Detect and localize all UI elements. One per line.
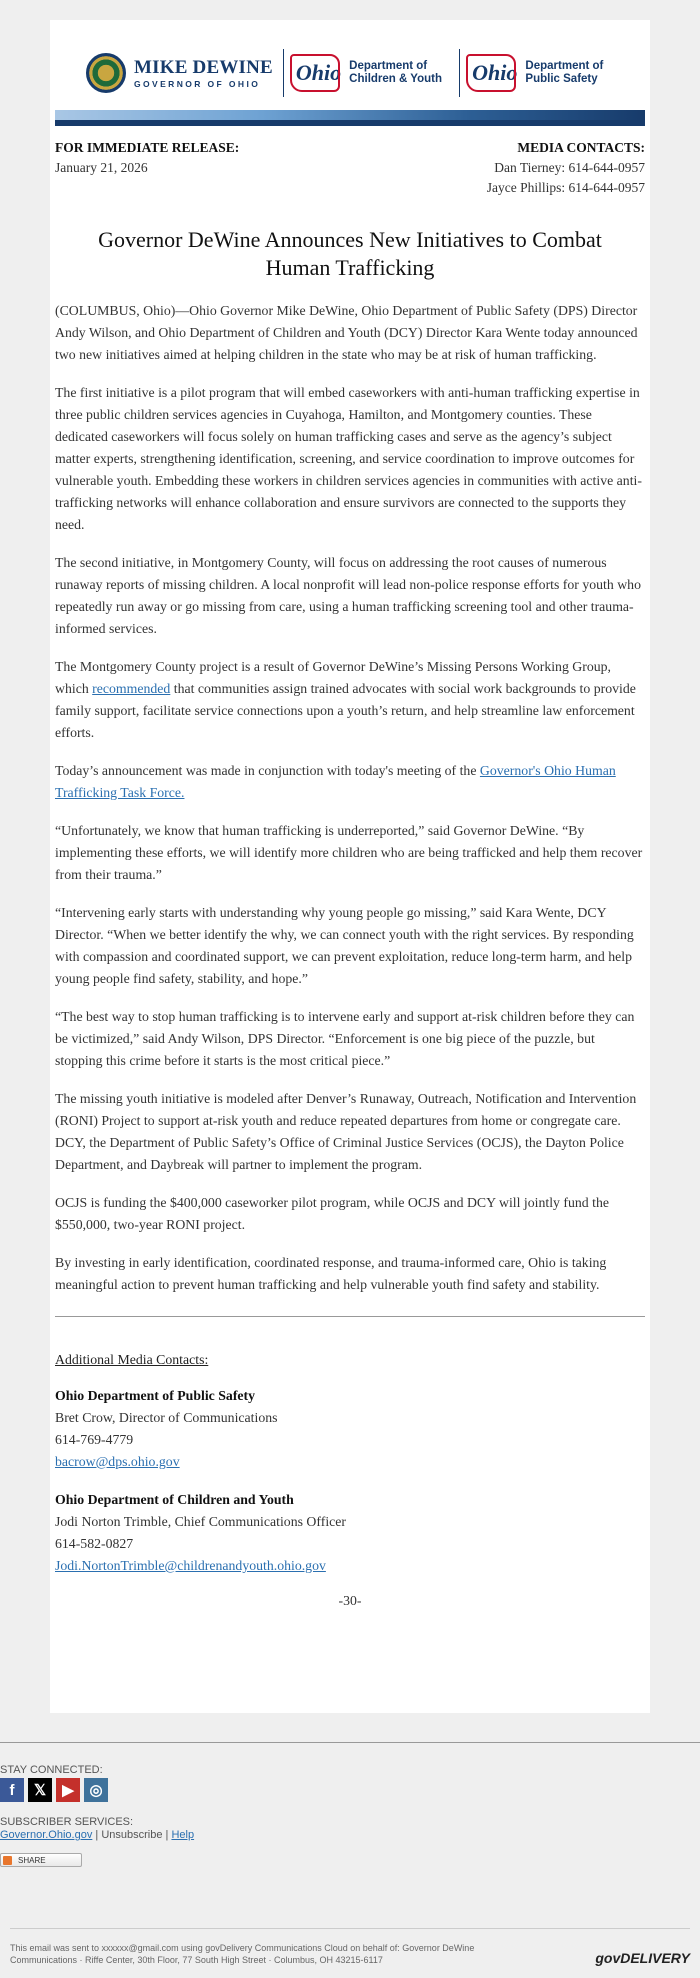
governor-title: GOVERNOR OF OHIO [134,78,261,89]
paragraph-text: The Montgomery County project is a result of Governor DeWine’s Missing Persons Working Group, which [55,659,612,696]
release-label: FOR IMMEDIATE RELEASE: [55,140,240,155]
contact-phone: 614-769-4779 [55,1432,134,1447]
divider [459,49,460,97]
paragraph: “Intervening early starts with understanding why young people go missing,” said Kara Wente, DCY Director. “When we better identify the why, we can connect youth with the right services. By responding with compassion and coordinated support, we can prevent exploitation, reduce long-term harm, and help young people find safety, stability, and hope.” [55,905,634,986]
contact-block-dcy [55,1489,645,1577]
subscriber-links [0,1829,194,1841]
release-body [55,138,645,1609]
media-contacts-label: MEDIA CONTACTS: [517,140,645,155]
instagram-icon[interactable]: ◎ [84,1778,108,1802]
contact-org: Ohio Department of Children and Youth [55,1492,294,1507]
unsubscribe-link[interactable]: Unsubscribe [101,1829,163,1841]
governor-name: MIKE DEWINE [134,56,273,78]
contact-email-link[interactable]: bacrow@dps.ohio.gov [55,1454,180,1469]
end-mark: -30- [338,1593,362,1608]
paragraph: The first initiative is a pilot program that will embed caseworkers with anti-human trafficking expertise in three public children services agencies in Cuyahoga, Hamilton, and Montgomery counties. These dedicated caseworkers will focus solely on human trafficking cases and serve as the agency’s subject matter experts, strengthening identification, screening, and service coordination to improve outcomes for vulnerable youth. Embedding these workers in children services agencies in communities with active anti-trafficking networks will enhance collaboration and ensure survivors are connected to the supports they need. [55,385,642,532]
facebook-icon[interactable]: f [0,1778,24,1802]
divider [283,49,284,97]
dps-logo-text: Department of Public Safety [525,59,604,85]
stay-connected-label: STAY CONNECTED: [0,1764,103,1776]
separator: | [95,1829,99,1841]
paragraph [55,760,645,804]
paragraph: OCJS is funding the $400,000 caseworker pilot program, while OCJS and DCY will jointly fund the $550,000, two-year RONI project. [55,1195,609,1232]
share-button[interactable] [0,1853,82,1867]
header-stripe [55,110,645,126]
additional-contacts-heading: Additional Media Contacts: [55,1352,209,1367]
govdelivery-logo[interactable]: govDELIVERY [595,1950,690,1966]
press-release-card [50,20,650,1713]
divider [10,1928,690,1929]
social-links [0,1778,108,1802]
paragraph-text: that communities assign trained advocates with social work backgrounds to provide family support, facilitate service connections upon a youth’s return, and help streamline law enforcement efforts. [55,681,636,740]
letterhead [50,20,650,120]
task-force-link[interactable]: Governor's Ohio Human Trafficking Task Force. [55,763,616,800]
youtube-icon[interactable]: ▶ [56,1778,80,1802]
divider [0,1742,700,1743]
logo-row [86,48,615,98]
ohio-seal-icon [86,53,126,93]
paragraph [55,656,645,744]
divider [55,1316,645,1317]
contact-email-link[interactable]: Jodi.NortonTrimble@childrenandyouth.ohio.gov [55,1558,326,1573]
paragraph-text: Today’s announcement was made in conjunction with today's meeting of the [55,763,480,778]
separator: | [165,1829,169,1841]
governor-site-link[interactable]: Governor.Ohio.gov [0,1829,93,1841]
media-contact: Jayce Phillips: 614-644-0957 [486,180,645,195]
fine-print: This email was sent to xxxxxx@gmail.com using govDelivery Communications Cloud on behalf of: Governor DeWine Communications · Riffe Center, 30th Floor, 77 South High Street · Columbus, OH 43215-6117 [10,1943,475,1965]
ohio-logo-icon: Ohio [472,60,518,85]
paragraph: “Unfortunately, we know that human trafficking is underreported,” said Governor DeWine. “By implementing these efforts, we will identify more children who are being trafficked and help them recover from their trauma.” [55,823,643,882]
paragraph: (COLUMBUS, Ohio)—Ohio Governor Mike DeWine, Ohio Department of Public Safety (DPS) Director Andy Wilson, and Ohio Department of Children and Youth (DCY) Director Kara Wente today announced two new initiatives aimed at helping children in the state who may be at risk of human trafficking. [55,303,638,362]
dcy-logo-text: Department of Children & Youth [349,59,443,85]
contact-name: Bret Crow, Director of Communications [55,1410,278,1425]
contact-org: Ohio Department of Public Safety [55,1388,256,1403]
x-twitter-icon[interactable]: 𝕏 [28,1778,52,1802]
paragraph: “The best way to stop human trafficking is to intervene early and support at-risk children before they can be victimized,” said Andy Wilson, DPS Director. “Enforcement is one big piece of the puzzle, but stopping this crime before it starts is the most critical piece.” [55,1009,635,1068]
paragraph: The missing youth initiative is modeled after Denver’s Runaway, Outreach, Notification and Intervention (RONI) Project to support at-risk youth and reduce repeated departures from home or congregate care. DCY, the Department of Public Safety’s Office of Criminal Justice Services (OCJS), the Dayton Police Department, and Daybreak will partner to implement the program. [55,1091,637,1172]
share-label: SHARE [18,1855,46,1865]
share-plus-icon [3,1856,12,1865]
paragraph: The second initiative, in Montgomery County, will focus on addressing the root causes of numerous runaway reports of missing children. A local nonprofit will lead non-police response efforts for youth who repeatedly run away or go missing from care, using a human trafficking screening tool and other trauma-informed services. [55,555,641,636]
contact-name: Jodi Norton Trimble, Chief Communications Officer [55,1514,346,1529]
recommended-link[interactable]: recommended [92,681,171,696]
governor-logo [134,58,273,89]
media-contact: Dan Tierney: 614-644-0957 [494,160,645,175]
release-date: January 21, 2026 [55,160,148,175]
help-link[interactable]: Help [171,1829,195,1841]
contact-block-dps [55,1385,645,1473]
subscriber-services-label: SUBSCRIBER SERVICES: [0,1816,134,1828]
headline: Governor DeWine Announces New Initiatives to Combat Human Trafficking [98,227,602,280]
release-info [55,138,645,198]
ohio-logo-icon: Ohio [295,60,342,85]
paragraph: By investing in early identification, coordinated response, and trauma-informed care, Ohio is taking meaningful action to prevent human trafficking and help vulnerable youth find safety and stability. [55,1255,607,1292]
contact-phone: 614-582-0827 [55,1536,134,1551]
email-footer [0,1742,700,1978]
